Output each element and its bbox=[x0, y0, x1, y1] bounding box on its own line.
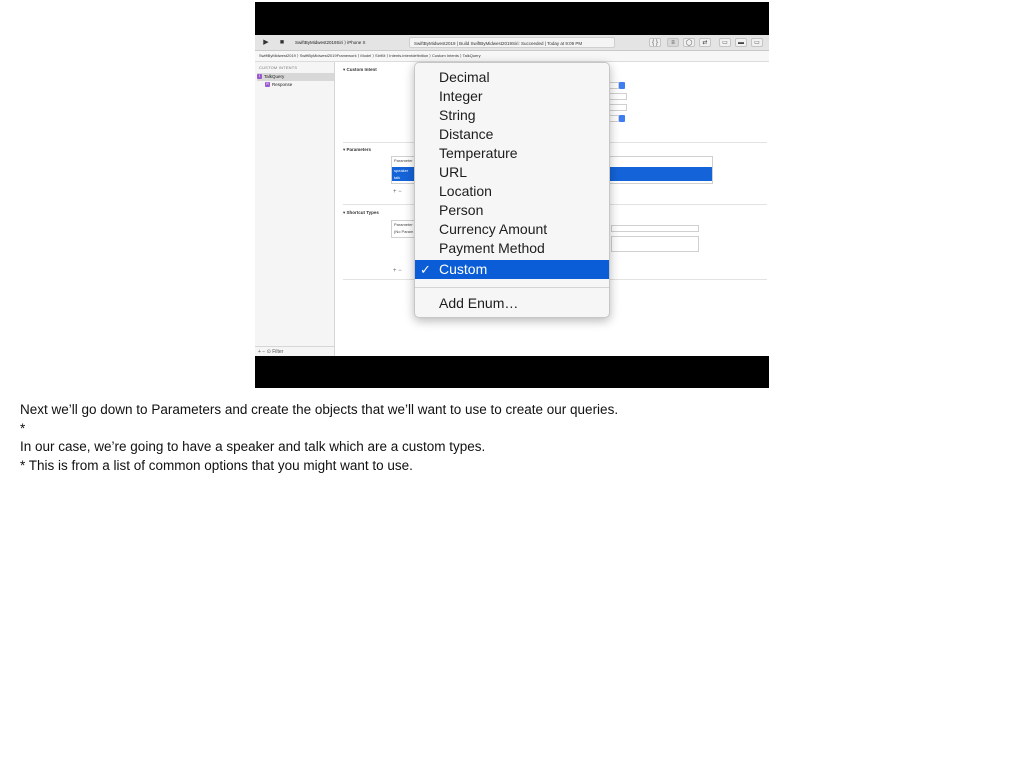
menu-item-location[interactable]: Location bbox=[439, 183, 492, 199]
notes-line: * bbox=[20, 420, 26, 436]
menu-item-string[interactable]: String bbox=[439, 107, 476, 123]
inspector-toggle-icon[interactable]: ▭ bbox=[751, 38, 763, 47]
navigator-toggle-icon[interactable]: ▭ bbox=[719, 38, 731, 47]
library-icon[interactable]: { } bbox=[649, 38, 661, 47]
standard-editor-icon[interactable]: ≡ bbox=[667, 38, 679, 47]
menu-item-payment-method[interactable]: Payment Method bbox=[439, 240, 545, 256]
jump-bar-path[interactable]: SwiftByMidwest2019 ⟩ SwiftByMidwest2019Framework ⟩ Model ⟩ SiriKit ⟩ Intents.intentdefinition ⟩ Custom Intents ⟩ TalkQuery bbox=[259, 53, 481, 58]
notes-line: Next we’ll go down to Parameters and create the objects that we’ll want to use to create our queries. bbox=[20, 402, 619, 417]
presenter-notes bbox=[20, 401, 1000, 475]
menu-item-add-enum[interactable]: Add Enum… bbox=[439, 295, 519, 311]
navigator-header: CUSTOM INTENTS bbox=[259, 65, 298, 70]
section-shortcut-types[interactable]: ▾ Shortcut Types bbox=[343, 210, 379, 215]
shortcut-title-field[interactable] bbox=[611, 225, 699, 232]
menu-item-url[interactable]: URL bbox=[439, 164, 468, 180]
run-icon[interactable]: ▶ bbox=[263, 39, 269, 46]
image-popup-icon[interactable] bbox=[619, 115, 625, 122]
section-parameters[interactable]: ▾ Parameters bbox=[343, 147, 372, 152]
toolbar bbox=[255, 35, 769, 51]
nav-item-label: TalkQuery bbox=[264, 74, 285, 79]
checkmark-icon: ✓ bbox=[420, 262, 431, 277]
response-badge-icon: R bbox=[266, 82, 269, 87]
notes-line: In our case, we’re going to have a speaker and talk which are a custom types. bbox=[20, 439, 486, 454]
intent-badge-icon: I bbox=[257, 74, 262, 79]
slide-screenshot bbox=[255, 2, 769, 388]
menu-item-distance[interactable]: Distance bbox=[439, 126, 494, 142]
nav-item-label: Response bbox=[272, 82, 293, 87]
menu-item-person[interactable]: Person bbox=[439, 202, 484, 218]
nav-item-response[interactable] bbox=[265, 81, 334, 89]
navigator-footer[interactable]: + − ⊙ Filter bbox=[255, 346, 334, 356]
shortcut-add-remove[interactable]: + − bbox=[393, 268, 402, 274]
intent-navigator bbox=[255, 62, 335, 356]
menu-item-custom[interactable]: ✓ Custom bbox=[415, 260, 609, 279]
notes-line: * This is from a list of common options that you might want to use. bbox=[20, 457, 413, 473]
table-row[interactable]: speaker bbox=[392, 167, 712, 174]
assistant-editor-icon[interactable]: ◯ bbox=[683, 38, 695, 47]
menu-item-currency-amount[interactable]: Currency Amount bbox=[439, 221, 548, 237]
table-row[interactable]: (No Param bbox=[394, 229, 414, 234]
debug-toggle-icon[interactable]: ▬ bbox=[735, 38, 747, 47]
jump-bar bbox=[255, 51, 769, 62]
menu-item-temperature[interactable]: Temperature bbox=[439, 145, 518, 161]
parameters-table-header: Parameter bbox=[394, 158, 413, 163]
category-popup-icon[interactable] bbox=[619, 82, 625, 89]
parameters-add-remove[interactable]: + − bbox=[393, 189, 402, 195]
section-custom-intent[interactable]: ▾ Custom Intent bbox=[343, 67, 377, 72]
table-row[interactable]: talk bbox=[392, 174, 712, 181]
nav-item-talkquery[interactable] bbox=[257, 73, 334, 81]
type-popup-menu bbox=[414, 62, 610, 318]
menu-separator bbox=[415, 287, 609, 288]
activity-status: SwiftByMidwest2019 | Build SwiftByMidwest2019Siri: Succeeded | Today at 9:09 PM bbox=[409, 37, 615, 48]
scheme-selector[interactable]: SwiftByMidwest2019Siri ⟩ iPhone X bbox=[295, 40, 366, 45]
version-editor-icon[interactable]: ⇄ bbox=[699, 38, 711, 47]
menu-item-integer[interactable]: Integer bbox=[439, 88, 483, 104]
shortcut-table-header: Parameter bbox=[394, 222, 413, 227]
menu-item-decimal[interactable]: Decimal bbox=[439, 69, 490, 85]
shortcut-types-table bbox=[391, 220, 415, 238]
shortcut-subtitle-field[interactable] bbox=[611, 236, 699, 252]
stop-icon[interactable]: ■ bbox=[279, 39, 285, 46]
